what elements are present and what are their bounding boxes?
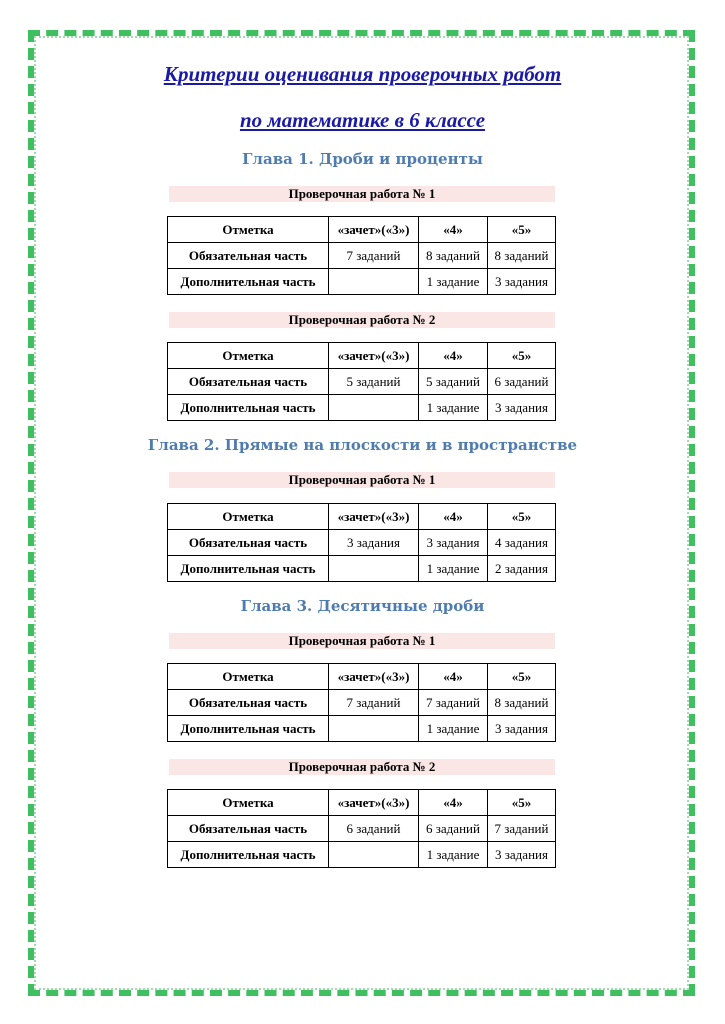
table-cell: 3 задания [488,842,556,868]
table-header-row [168,790,556,816]
chapter-1-work-2-label: Проверочная работа № 2 [169,312,555,328]
table-cell: 1 задание [419,395,488,421]
table-cell [329,556,419,582]
table-header-row [168,217,556,243]
table-cell: 1 задание [419,556,488,582]
table-cell: 3 задания [488,395,556,421]
chapter-2-work-1-label: Проверочная работа № 1 [169,472,555,488]
table-cell: 3 задания [488,269,556,295]
row-label: Обязательная часть [168,690,329,716]
table-cell: 7 заданий [419,690,488,716]
header-cell: «зачет»(«3») [329,343,419,369]
table-row [168,269,556,295]
table-header-row [168,504,556,530]
table-cell: 1 задание [419,716,488,742]
table-header-row [168,664,556,690]
chapter-1-work-1-table [167,216,556,295]
table-row [168,395,556,421]
chapter-3-title: Глава 3. Десятичные дроби [240,597,485,615]
chapter-3-work-1-label: Проверочная работа № 1 [169,633,555,649]
row-label: Дополнительная часть [168,269,329,295]
header-cell: «4» [419,790,488,816]
table-cell: 4 задания [488,530,556,556]
table-cell: 6 заданий [329,816,419,842]
header-cell: «4» [419,217,488,243]
header-cell: «4» [419,504,488,530]
header-cell: «5» [488,504,556,530]
table-cell: 5 заданий [329,369,419,395]
header-cell: «4» [419,343,488,369]
table-cell: 5 заданий [419,369,488,395]
table-header-row [168,343,556,369]
chapter-2-work-1-table [167,503,556,582]
header-cell: «5» [488,664,556,690]
table-cell [329,716,419,742]
header-cell: «5» [488,217,556,243]
row-label: Дополнительная часть [168,842,329,868]
header-cell: «зачет»(«3») [329,664,419,690]
chapter-3-work-2-label: Проверочная работа № 2 [169,759,555,775]
header-cell: «зачет»(«3») [329,504,419,530]
chapter-1-work-2-table [167,342,556,421]
chapter-1-work-1-label: Проверочная работа № 1 [169,186,555,202]
header-cell: «зачет»(«3») [329,217,419,243]
table-cell: 7 заданий [488,816,556,842]
table-row [168,816,556,842]
header-cell: Отметка [168,790,329,816]
chapter-3-work-1-table [167,663,556,742]
header-cell: Отметка [168,664,329,690]
chapter-3-work-2-table [167,789,556,868]
header-cell: «4» [419,664,488,690]
table-cell: 2 задания [488,556,556,582]
header-cell: «5» [488,343,556,369]
document-title-line-2: по математике в 6 классе [239,108,486,132]
table-row [168,243,556,269]
table-cell: 3 задания [419,530,488,556]
row-label: Обязательная часть [168,243,329,269]
table-cell [329,395,419,421]
row-label: Дополнительная часть [168,395,329,421]
table-cell [329,269,419,295]
row-label: Обязательная часть [168,369,329,395]
table-cell: 1 задание [419,842,488,868]
table-cell: 8 заданий [488,690,556,716]
row-label: Обязательная часть [168,530,329,556]
document-title-line-1: Критерии оценивания проверочных работ [163,62,562,86]
table-cell: 8 заданий [488,243,556,269]
row-label: Дополнительная часть [168,556,329,582]
table-row [168,530,556,556]
header-cell: Отметка [168,504,329,530]
table-row [168,369,556,395]
table-row [168,556,556,582]
table-row [168,716,556,742]
header-cell: Отметка [168,217,329,243]
table-cell: 6 заданий [419,816,488,842]
table-row [168,690,556,716]
row-label: Дополнительная часть [168,716,329,742]
table-cell: 1 задание [419,269,488,295]
table-cell: 7 заданий [329,243,419,269]
table-cell [329,842,419,868]
header-cell: «зачет»(«3») [329,790,419,816]
header-cell: Отметка [168,343,329,369]
chapter-2-title: Глава 2. Прямые на плоскости и в пространстве [147,436,578,454]
table-cell: 6 заданий [488,369,556,395]
table-row [168,842,556,868]
header-cell: «5» [488,790,556,816]
table-cell: 3 задания [488,716,556,742]
chapter-1-title: Глава 1. Дроби и проценты [242,150,483,168]
table-cell: 3 задания [329,530,419,556]
table-cell: 8 заданий [419,243,488,269]
table-cell: 7 заданий [329,690,419,716]
row-label: Обязательная часть [168,816,329,842]
